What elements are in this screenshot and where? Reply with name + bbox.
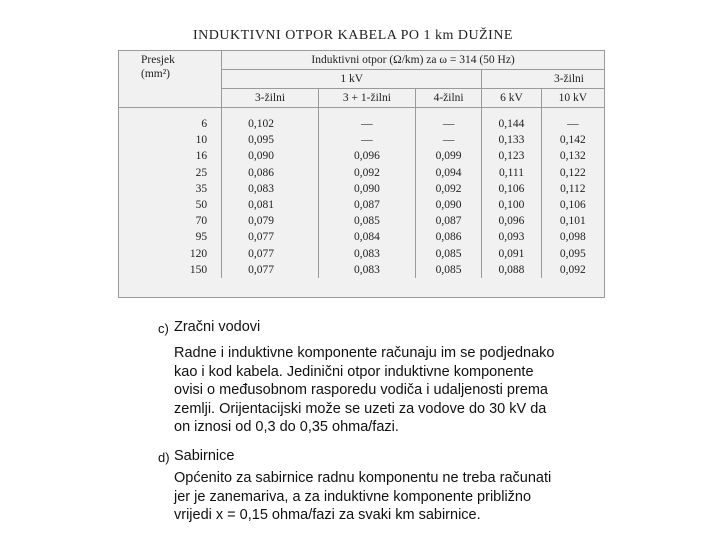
value-cell: 0,144 [482,108,541,133]
column-header: 3 + 1-žilni [318,89,415,108]
presjek-cell: 50 [195,199,208,212]
value-cell: 0,133 [482,132,541,148]
section-d-line: Općenito za sabirnice radnu komponentu ne treba računati [174,470,552,486]
value-cell: 0,101 [541,213,604,229]
value-cell: 0,090 [222,148,319,164]
section-c-line: Radne i induktivne komponente računaju im se podjednako [174,345,555,361]
value-cell: 0,122 [541,165,604,181]
value-cell: 0,106 [541,197,604,213]
value-cell: — [541,108,604,133]
section-d-heading: Sabirnice [174,448,235,464]
presjek-header [119,51,222,108]
value-cell: 0,142 [541,132,604,148]
section-d-line: jer je zanemariva, a za induktivne komponente približno [174,488,532,505]
value-cell: — [415,108,481,133]
section-c-body [174,344,694,437]
table-row [119,197,604,213]
presjek-cell: 16 [195,150,208,163]
value-cell: 0,077 [222,229,319,245]
value-cell: 0,083 [318,262,415,278]
value-cell: 0,095 [222,132,319,148]
presjek-cell: 120 [189,247,208,260]
value-cell: 0,077 [222,262,319,278]
presjek-unit: (mm²) [141,68,170,80]
value-cell: 0,091 [482,246,541,262]
table-row [119,246,604,262]
value-cell: 0,106 [482,181,541,197]
value-cell: 0,083 [318,246,415,262]
value-cell: 0,088 [482,262,541,278]
presjek-cell: 6 [201,118,208,130]
value-cell: 0,081 [222,197,319,213]
value-cell: 0,111 [482,165,541,181]
value-cell: 0,096 [318,148,415,164]
value-cell: 0,094 [415,165,481,181]
value-cell: 0,085 [415,246,481,262]
value-cell: 0,092 [415,181,481,197]
value-cell: 0,100 [482,197,541,213]
value-cell: 0,093 [482,229,541,245]
presjek-cell: 95 [195,231,208,244]
table-body [119,108,604,279]
value-cell: 0,123 [482,148,541,164]
presjek-cell: 150 [189,263,208,276]
value-cell: 0,086 [415,229,481,245]
value-cell: 0,083 [222,181,319,197]
table-row [119,165,604,181]
section-c-line: zemlji. Orijentacijski može se uzeti za vodove do 30 kV da [174,400,547,417]
section-c-heading: Zračni vodovi [174,319,261,335]
value-cell: 0,090 [318,181,415,197]
presjek-cell: 35 [195,182,208,195]
section-c-line: on iznosi od 0,3 do 0,35 ohma/fazi. [174,419,399,435]
value-cell: 0,092 [318,165,415,181]
table-row [119,213,604,229]
value-cell: 0,084 [318,229,415,245]
section-c-line: kao i kod kabela. Jedinični otpor induktivne komponente [174,363,534,380]
value-cell: 0,096 [482,213,541,229]
value-cell: 0,079 [222,213,319,229]
value-cell: 0,092 [541,262,604,278]
presjek-cell: 10 [195,134,208,147]
value-cell: 0,098 [541,229,604,245]
value-cell: 0,095 [541,246,604,262]
value-cell: 0,087 [415,213,481,229]
value-cell: 0,099 [415,148,481,164]
column-header: 10 kV [541,89,604,108]
column-header: 4-žilni [415,89,481,108]
section-d-body [174,469,694,525]
table-grid [119,51,604,278]
value-cell: 0,102 [222,108,319,133]
column-header: 3-žilni [222,89,319,108]
presjek-label: Presjek [141,54,175,66]
section-d-letter: d) [158,450,170,465]
header-1kv: 1 kV [222,70,482,89]
section-c-letter: c) [158,321,169,336]
table-title: INDUKTIVNI OTPOR KABELA PO 1 km DUŽINE [193,28,513,43]
section-c-line: ovisi o međusobnom rasporedu vodiča i udaljenosti prema [174,382,548,398]
value-cell: 0,077 [222,246,319,262]
value-cell: 0,090 [415,197,481,213]
table-row [119,148,604,164]
column-header: 6 kV [482,89,541,108]
presjek-cell: 25 [195,166,208,179]
value-cell: — [415,132,481,148]
value-cell: 0,112 [541,181,604,197]
value-cell: 0,085 [415,262,481,278]
value-cell: 0,086 [222,165,319,181]
table-row [119,108,604,133]
table-row [119,181,604,197]
presjek-cell: 70 [195,215,208,228]
header-3zilni: 3-žilni [482,70,604,89]
table-row [119,262,604,278]
table-row [119,132,604,148]
value-cell: 0,085 [318,213,415,229]
inductance-table [118,50,605,298]
group-header: Induktivni otpor (Ω/km) za ω = 314 (50 Hz) [222,51,604,70]
table-row [119,229,604,245]
value-cell: — [318,108,415,133]
value-cell: 0,132 [541,148,604,164]
value-cell: — [318,132,415,148]
value-cell: 0,087 [318,197,415,213]
section-d-line: vrijedi x = 0,15 ohma/fazi za svaki km sabirnice. [174,507,481,523]
